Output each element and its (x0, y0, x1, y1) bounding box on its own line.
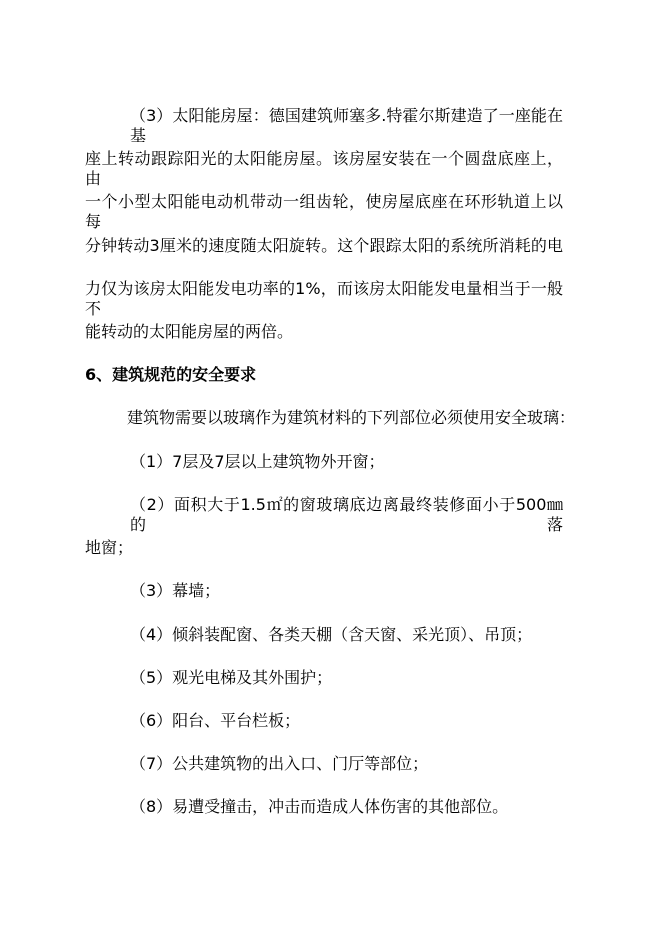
list-item: （5）观光电梯及其外围护； (130, 668, 333, 687)
list-item: （7）公共建筑物的出入口、门厅等部位； (130, 754, 429, 773)
paragraph-line: 能转动的太阳能房屋的两倍。 (85, 322, 294, 341)
paragraph-line: （3）太阳能房屋：德国建筑师塞多.特霍尔斯建造了一座能在基 (130, 106, 563, 145)
list-item: （3）幕墙； (130, 581, 221, 600)
section-intro: 建筑物需要以玻璃作为建筑材料的下列部位必须使用安全玻璃： (127, 408, 576, 427)
section-heading: 6、建筑规范的安全要求 (85, 365, 257, 384)
paragraph-line: 分钟转动3厘米的速度随太阳旋转。这个跟踪太阳的系统所消耗的电 (85, 236, 563, 255)
list-item: （6）阳台、平台栏板； (130, 711, 301, 730)
list-item: （1）7层及7层以上建筑物外开窗； (130, 452, 385, 471)
paragraph-line: 一个小型太阳能电动机带动一组齿轮，使房屋底座在环形轨道上以每 (85, 192, 563, 231)
list-item: （4）倾斜装配窗、各类天棚（含天窗、采光顶）、吊顶； (130, 625, 533, 644)
paragraph-line: 座上转动跟踪阳光的太阳能房屋。该房屋安装在一个圆盘底座上，由 (85, 149, 563, 188)
paragraph-line: 力仅为该房太阳能发电功率的1%，而该房太阳能发电量相当于一般不 (85, 279, 563, 318)
list-item: 地窗； (85, 538, 134, 557)
list-item: （2）面积大于1.5㎡的窗玻璃底边离最终装修面小于500㎜的落 (130, 495, 563, 534)
list-item: （8）易遭受撞击，冲击而造成人体伤害的其他部位。 (130, 797, 509, 816)
